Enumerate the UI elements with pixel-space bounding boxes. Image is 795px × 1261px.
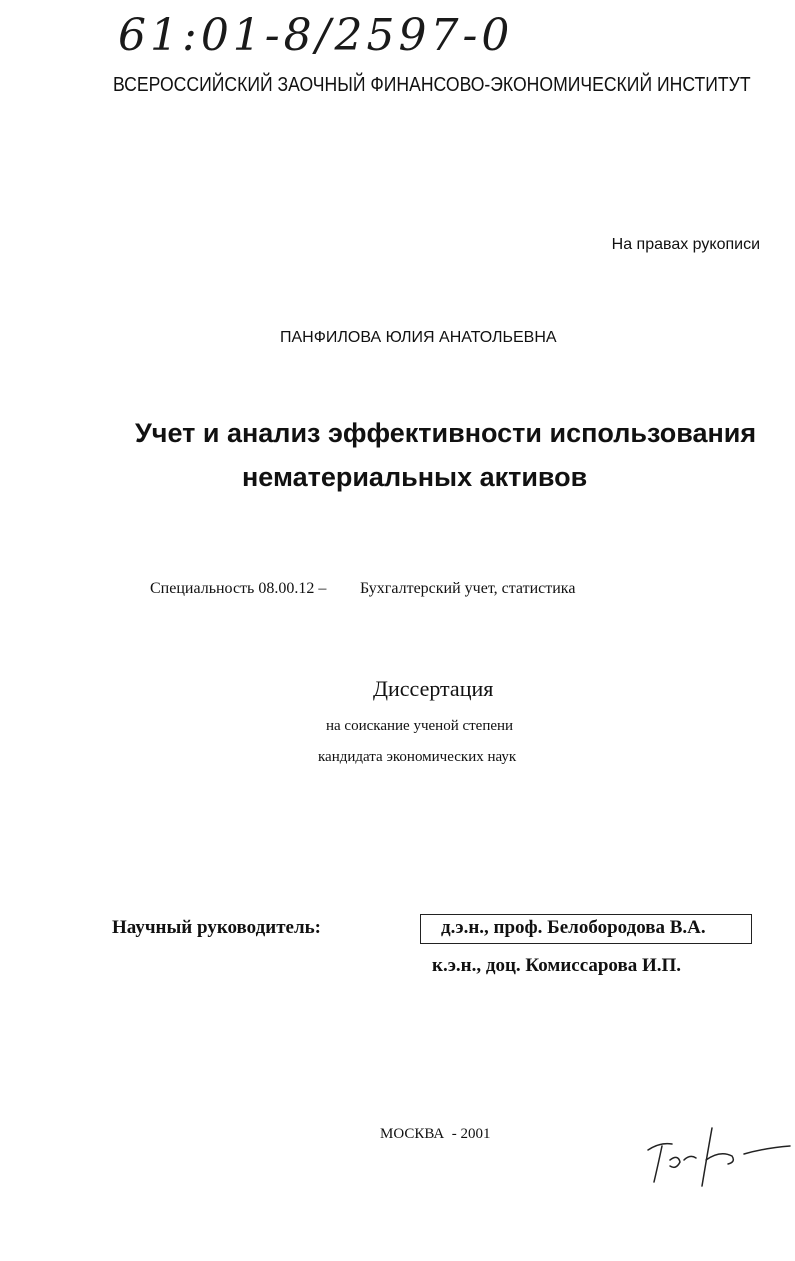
institute-name: ВСЕРОССИЙСКИЙ ЗАОЧНЫЙ ФИНАНСОВО-ЭКОНОМИЧЕСКИЙ ИНСТИТУТ bbox=[113, 74, 751, 96]
degree-line-2: кандидата экономических наук bbox=[318, 749, 517, 765]
primary-supervisor: д.э.н., проф. Белобородова В.А. bbox=[441, 917, 706, 938]
signature-image bbox=[640, 1120, 795, 1195]
work-type: Диссертация bbox=[373, 676, 494, 701]
secondary-supervisor: к.э.н., доц. Комиссарова И.П. bbox=[432, 955, 682, 976]
place-and-year: МОСКВА - 2001 bbox=[380, 1126, 491, 1142]
manuscript-rights-note: На правах рукописи bbox=[611, 236, 760, 253]
supervisor-label: Научный руководитель: bbox=[112, 917, 321, 938]
handwritten-catalog-number: 61:01-8/2597-0 bbox=[118, 10, 514, 61]
specialty-name: Бухгалтерский учет, статистика bbox=[360, 580, 576, 597]
title-line-1: Учет и анализ эффективности использования bbox=[135, 418, 757, 448]
author-name: ПАНФИЛОВА ЮЛИЯ АНАТОЛЬЕВНА bbox=[280, 329, 557, 346]
title-line-2: нематериальных активов bbox=[242, 462, 588, 492]
degree-line-1: на соискание ученой степени bbox=[326, 718, 514, 734]
specialty-label: Специальность 08.00.12 – bbox=[150, 580, 327, 597]
